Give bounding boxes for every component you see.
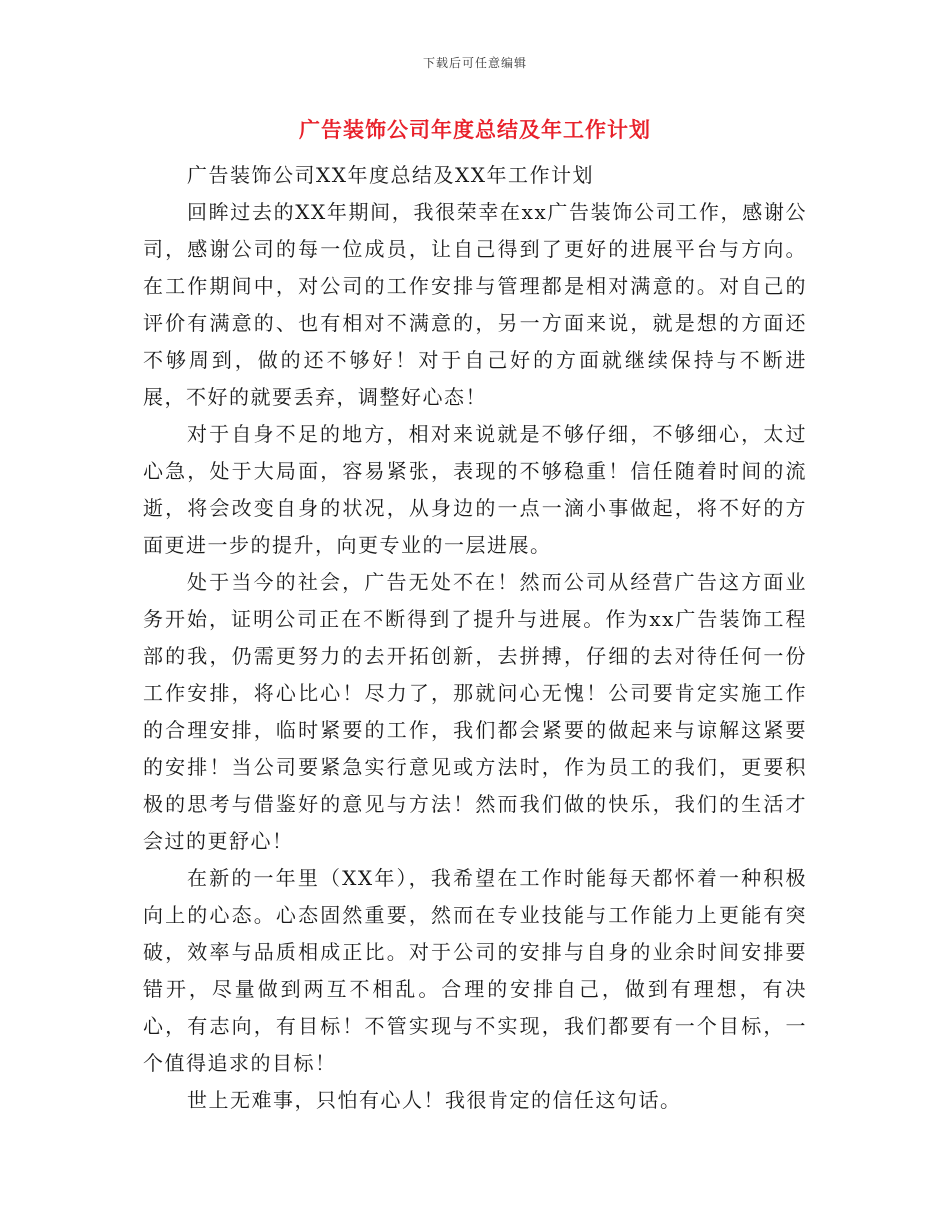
paragraph: 处于当今的社会，广告无处不在！然而公司从经营广告这方面业务开始，证明公司正在不断得到了提升与进展。作为xx广告装饰工程部的我，仍需更努力的去开拓创新，去拼搏，仔细的去对待任何一份工作安排，将心比心！尽力了，那就问心无愧！公司要肯定实施工作的合理安排，临时紧要的工作，我们都会紧要的做起来与谅解这紧要的安排！当公司要紧急实行意见或方法时，作为员工的我们，更要积极的思考与借鉴好的意见与方法！然而我们做的快乐，我们的生活才会过的更舒心！ (143, 570, 807, 853)
paragraph: 回眸过去的XX年期间，我很荣幸在xx广告装饰公司工作，感谢公司，感谢公司的每一位成员，让自己得到了更好的进展平台与方向。在工作期间中，对公司的工作安排与管理都是相对满意的。对自己的评价有满意的、也有相对不满意的，另一方面来说，就是想的方面还不够周到，做的还不够好！对于自己好的方面就继续保持与不断进展，不好的就要丢弃，调整好心态！ (143, 200, 807, 409)
paragraph: 在新的一年里（XX年），我希望在工作时能每天都怀着一种积极向上的心态。心态固然重要，然而在专业技能与工作能力上更能有突破，效率与品质相成正比。对于公司的安排与自身的业余时间安排要错开，尽量做到两互不相乱。合理的安排自己，做到有理想，有决心，有志向，有目标！不管实现与不实现，我们都要有一个目标，一个值得追求的目标！ (143, 866, 807, 1075)
paragraph: 世上无难事，只怕有心人！我很肯定的信任这句话。 (187, 1088, 682, 1112)
document-title: 广告装饰公司年度总结及年工作计划 (299, 117, 651, 142)
paragraph: 对于自身不足的地方，相对来说就是不够仔细，不够细心，太过心急，处于大局面，容易紧张，表现的不够稳重！信任随着时间的流逝，将会改变自身的状况，从身边的一点一滴小事做起，将不好的方面更进一步的提升，向更专业的一层进展。 (143, 422, 807, 557)
document-body (143, 157, 807, 1119)
paragraph-subtitle: 广告装饰公司XX年度总结及XX年工作计划 (187, 163, 594, 187)
header-note: 下载后可任意编辑 (422, 56, 527, 70)
